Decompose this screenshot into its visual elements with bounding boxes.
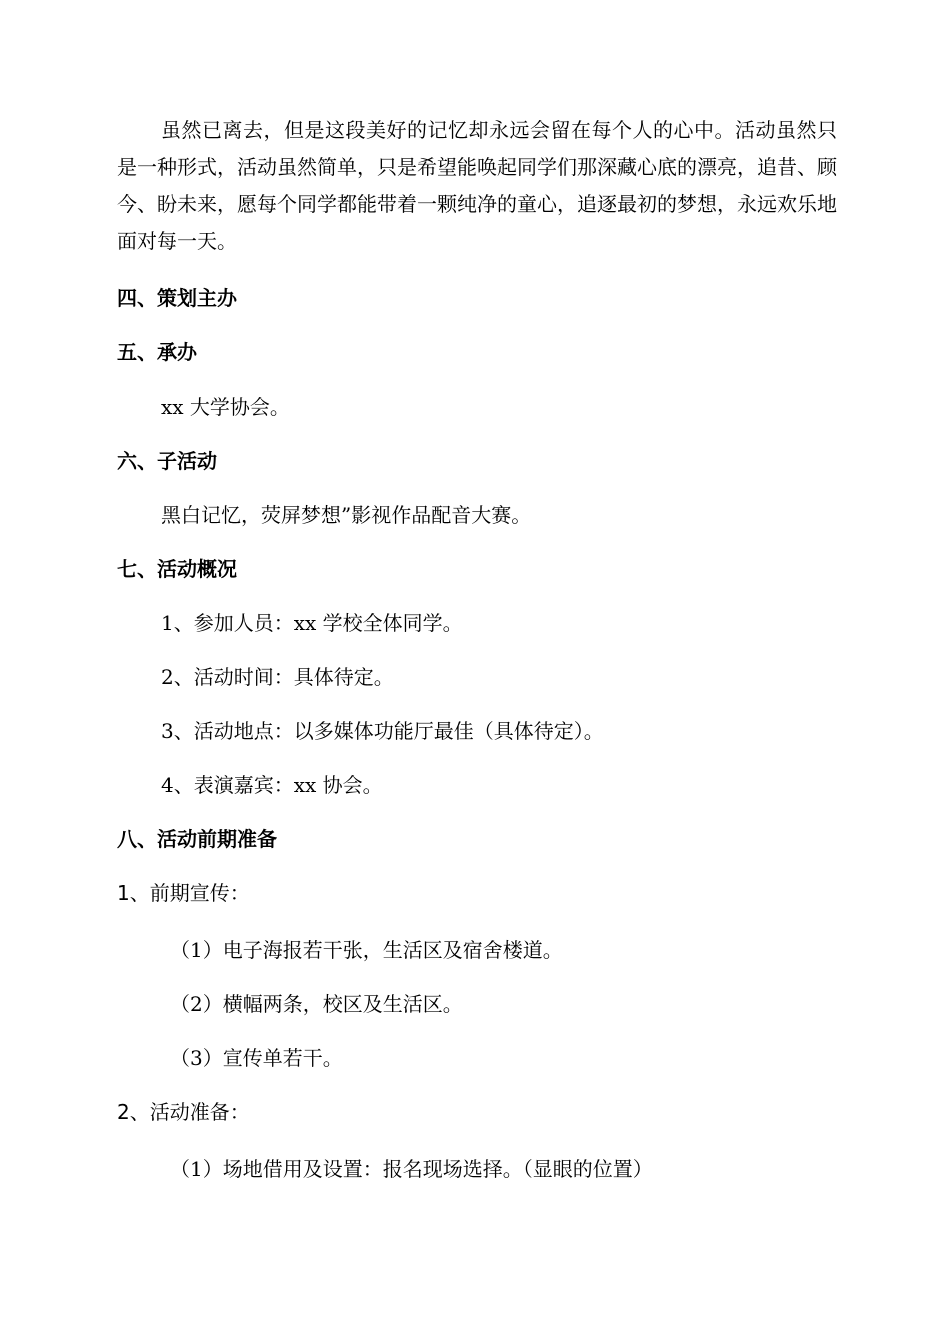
subsection-1-item-1: （1）电子海报若干张，生活区及宿舍楼道。 <box>170 938 563 962</box>
section-7-item-4: 4、表演嘉宾：xx 协会。 <box>161 773 383 797</box>
section-6-text: 黑白记忆，荧屏梦想”影视作品配音大赛。 <box>161 503 532 527</box>
section-heading-4: 四、策划主办 <box>117 286 237 310</box>
subsection-title-2: 2、活动准备： <box>117 1100 250 1124</box>
section-7-item-1: 1、参加人员：xx 学校全体同学。 <box>161 611 463 635</box>
section-heading-6: 六、子活动 <box>117 449 217 473</box>
section-7-item-2: 2、活动时间：具体待定。 <box>161 665 394 689</box>
intro-paragraph: 虽然已离去，但是这段美好的记忆却永远会留在每个人的心中。活动虽然只是一种形式，活动虽然简单，只是希望能唤起同学们那深藏心底的漂亮，追昔、顾今、盼未来，愿每个同学都能带着一颗纯净的童心，追逐最初的梦想，永远欢乐地面对每一天。 <box>117 118 837 253</box>
section-heading-7: 七、活动概况 <box>117 557 237 581</box>
section-5-text: xx 大学协会。 <box>161 395 290 419</box>
subsection-title-1: 1、前期宣传： <box>117 881 250 905</box>
subsection-1-item-3: （3）宣传单若干。 <box>170 1046 343 1070</box>
subsection-1-item-2: （2）横幅两条，校区及生活区。 <box>170 992 463 1016</box>
section-7-item-3: 3、活动地点：以多媒体功能厅最佳（具体待定）。 <box>161 719 604 743</box>
subsection-2-item-1: （1）场地借用及设置：报名现场选择。（显眼的位置） <box>170 1157 653 1181</box>
section-heading-8: 八、活动前期准备 <box>117 827 277 851</box>
section-heading-5: 五、承办 <box>117 340 197 364</box>
